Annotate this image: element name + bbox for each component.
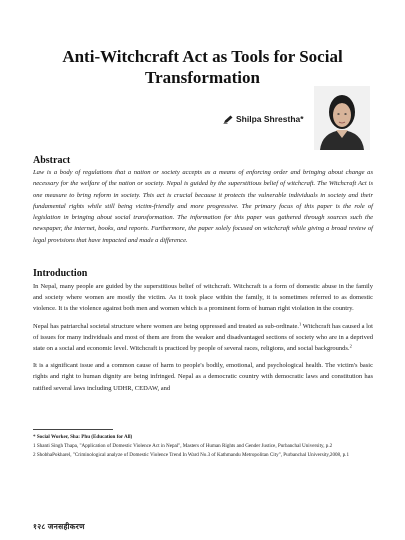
intro-paragraph-2 [33,321,373,355]
title-line-1: Anti-Witchcraft Act as Tools for Social [62,47,343,66]
abstract-text: Law is a body of regulations that a nation or society accepts as a means of enforcing order and bringing about change as necessary for the welfare of the nation or society. Nepal is guided by the superstitious belief of witchcraft. The Witchcraft Act is one measure to bring reform in society. This act is crucial because it protects the vulnerable individuals in society and their fundamental rights while still being victim-friendly and more progressive. The primary focus of this paper is the role of legislation in bringing about social transformation. The information for this paper was gathered through sources such the newspaper, the internet, books, and reports. Furthermore, the paper solely focused on witchcraft while giving a broad review of legal provisions that have impacted and made a difference. [33,169,373,244]
abstract-heading: Abstract [33,155,71,166]
intro-paragraph-3: It is a significant issue and a common cause of harm to people's bodily, emotional, and psychological health. The victim's basic rights and right to human dignity are being infringed. Nepal as a democratic country with democratic laws and constitution has ratified several laws including UDHR, CEDAW, and [33,362,373,392]
title-line-2: Transformation [145,68,260,87]
pen-icon [223,115,233,124]
author-name: Shilpa Shrestha* [236,114,304,124]
footnote-ref-2: 2 [349,343,352,349]
intro-paragraph-2-text-b: Witchcraft has caused a lot of issues for many individuals and most of them are from the weaker and disadvantaged sections of society who are in a deprived state on a social and economic level. Witchcraft is practiced by people of several races, religions, and social backgrounds. [33,322,373,353]
footnotes [33,433,373,459]
footnote-ref-1: 1 [298,321,302,327]
paper-title [40,46,365,88]
footnote-author-affiliation: * Social Worker, Sha: Phu (Education for All) [33,434,133,440]
footnote-2: 2 ShobhaPokharel, "Criminological analyze of Domestic Violence Trend In Ward No.3 of Kathmandu Metropolitan City", Purbanchal University,2008, p.1 [33,451,349,458]
introduction-heading: Introduction [33,268,88,279]
author-byline [223,114,313,124]
page-number: १२८ [33,522,46,531]
intro-paragraph-2-text-a: Nepal has patriarchal societal structure where women are being oppressed and treated as sub-ordinate. [33,322,299,330]
page-footer [33,522,85,532]
introduction-body [33,281,373,400]
journal-name: जनसहीकरण [47,522,85,531]
footnote-divider [33,429,113,430]
intro-paragraph-1: In Nepal, many people are guided by the superstitious belief of witchcraft. Witchcraft is a form of domestic abuse in the family and society where women are mostly the victim. As it took place within the family, it is sometimes referred to as domestic violence. It is the violence against both men and women which is a prominent form of human right violation in the country. [33,283,373,313]
author-photo [314,86,370,150]
footnote-1: 1 Shanti Singh Thapa, "Application of Domestic Violence Act in Nepal", Masters of Human Rights and Gender Justice, Purbanchal University, p.2 [33,442,333,449]
